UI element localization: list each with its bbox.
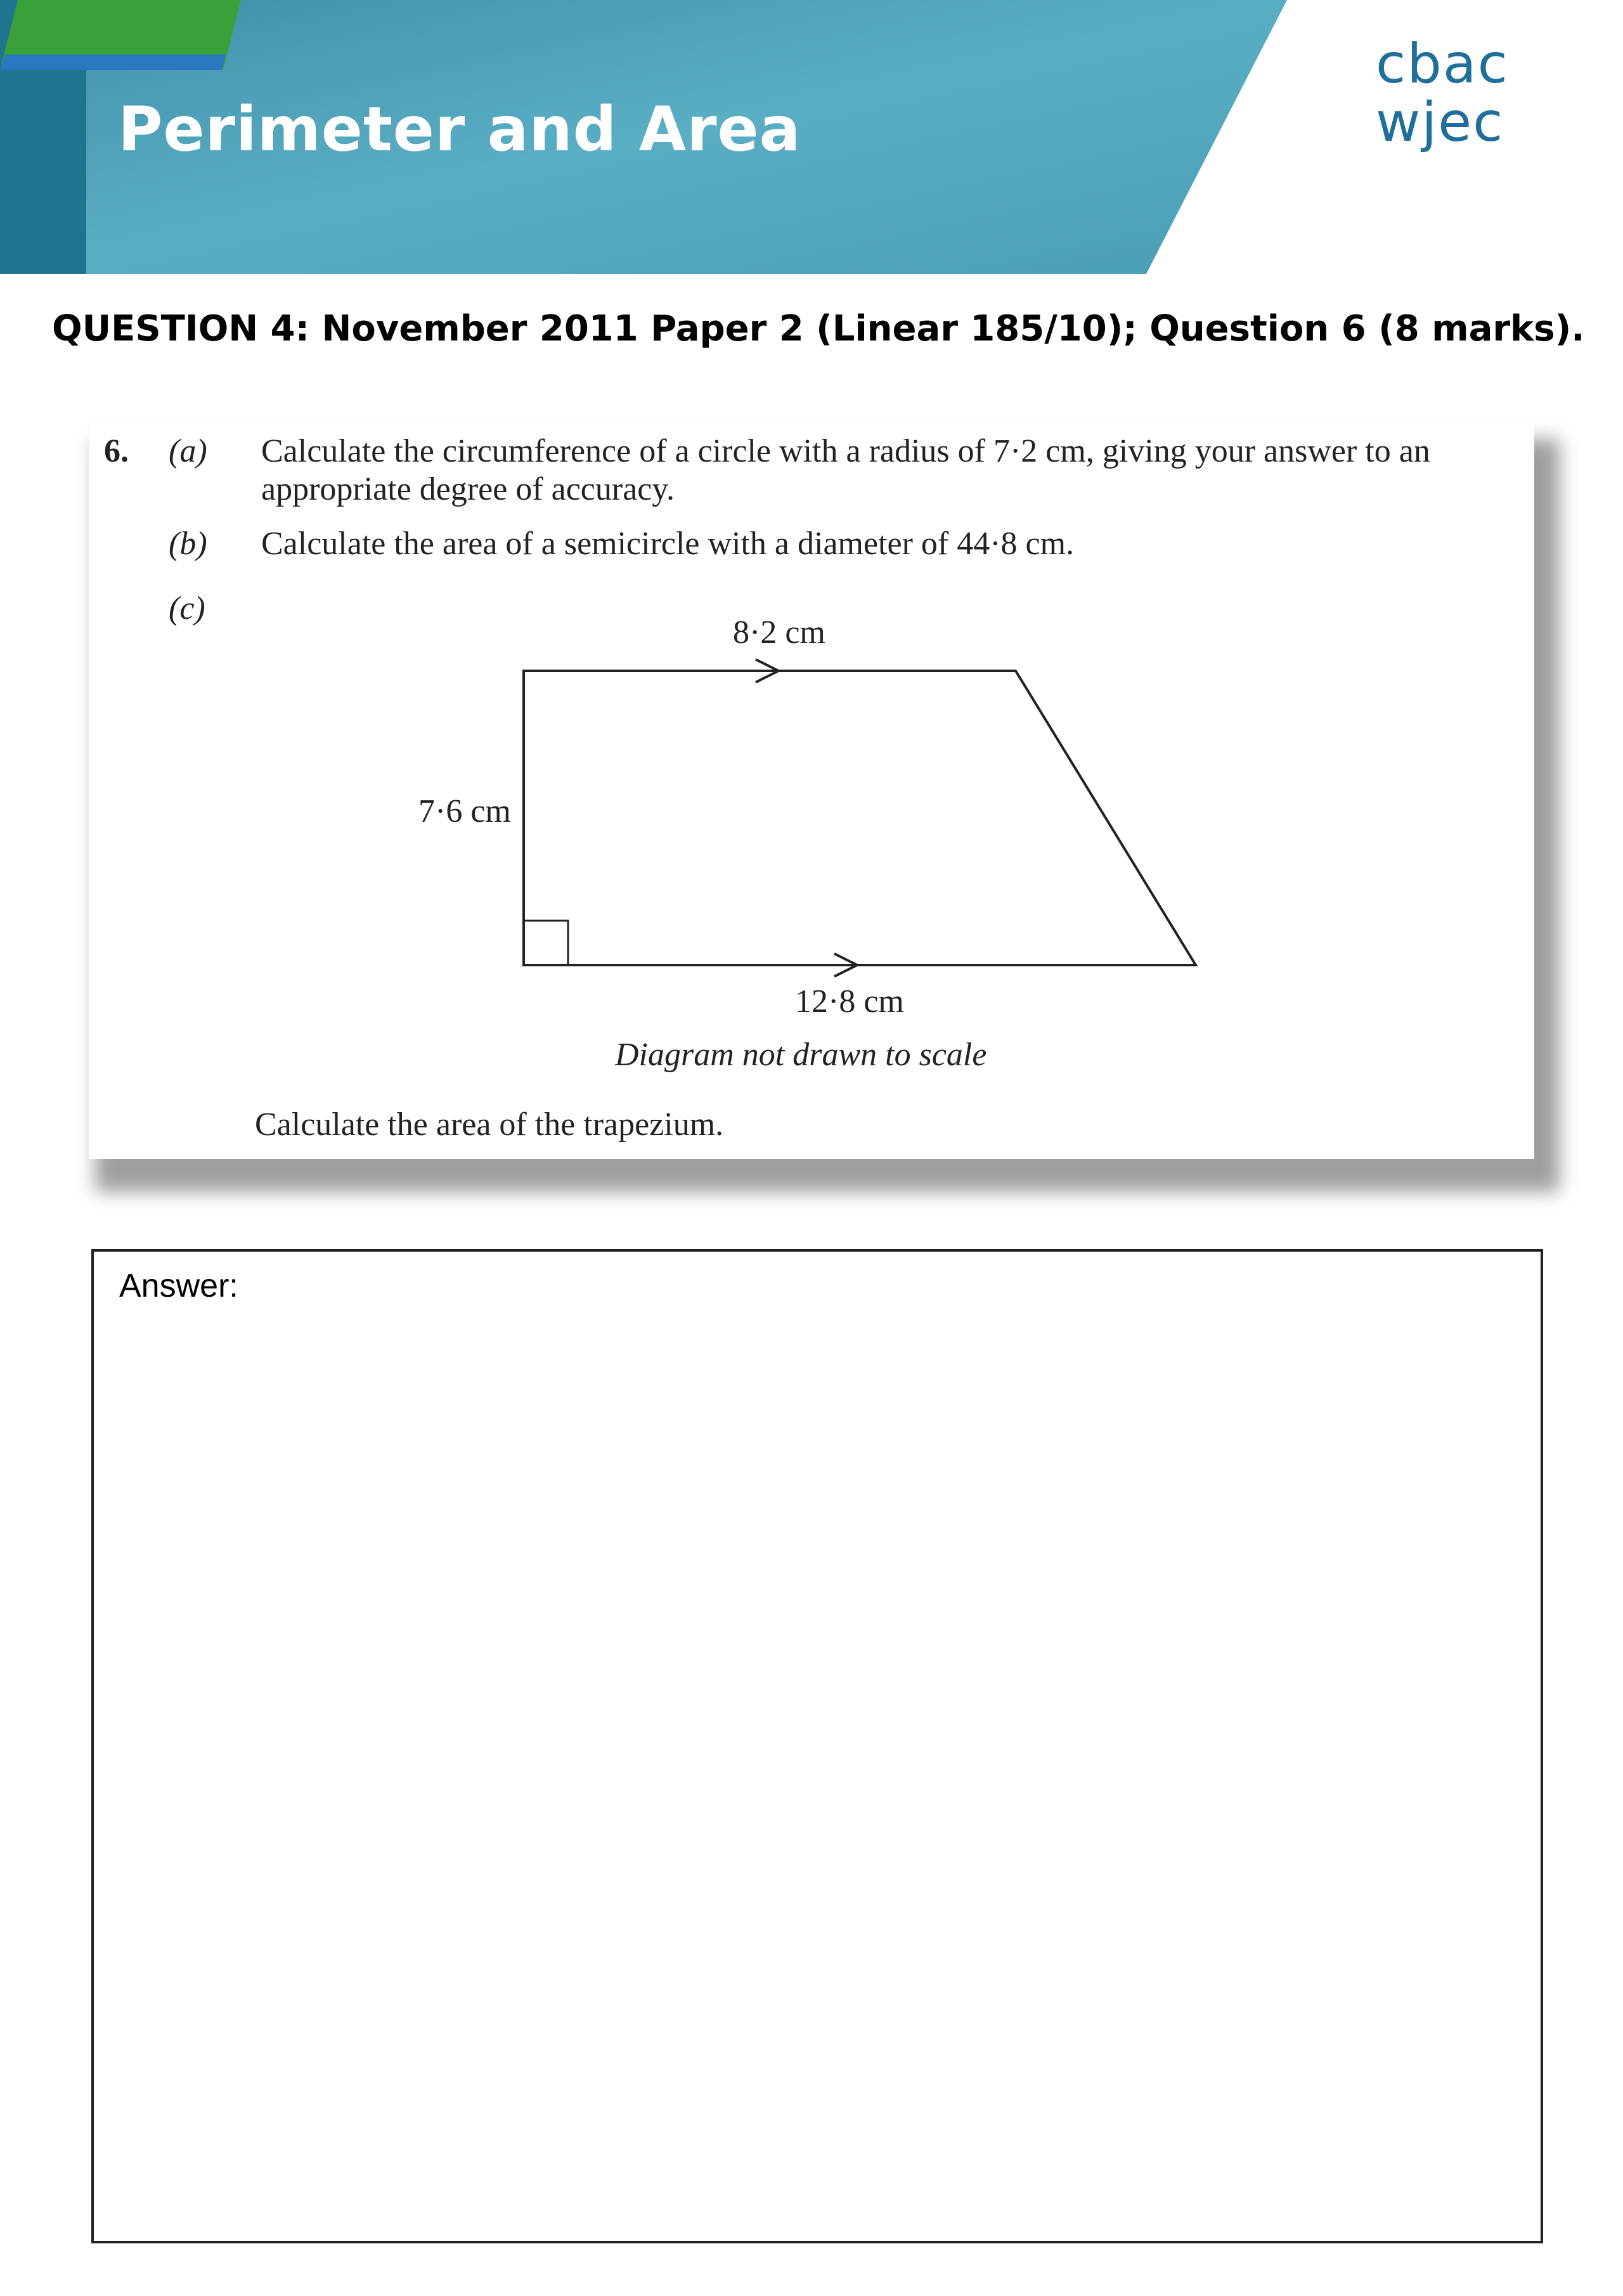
answer-label: Answer: — [119, 1268, 238, 1304]
diagram-caption: Diagram not drawn to scale — [615, 1037, 987, 1073]
part-b-label: (b) — [169, 526, 207, 562]
left-side-label: 7·6 cm — [418, 793, 511, 829]
logo-wjec: wjec — [1376, 91, 1504, 154]
part-c-instruction: Calculate the area of the trapezium. — [255, 1106, 724, 1143]
question-heading: QUESTION 4: November 2011 Paper 2 (Linear 185/10); Question 6 (8 marks). — [52, 308, 1585, 349]
part-a-text-line2: appropriate degree of accuracy. — [261, 471, 675, 507]
page-title: Perimeter and Area — [118, 94, 801, 165]
right-angle-marker — [524, 921, 568, 965]
question-number: 6. — [104, 433, 129, 469]
top-side-label: 8·2 cm — [733, 614, 825, 651]
trapezium-shape — [524, 671, 1196, 965]
part-c-label: (c) — [169, 590, 205, 626]
logo-cbac: cbac — [1376, 32, 1509, 96]
answer-box[interactable] — [91, 1249, 1543, 2243]
cynnal-logo-background — [0, 0, 241, 70]
part-a-text-line1: Calculate the circumference of a circle with a radius of 7·2 cm, giving your answer to an — [261, 433, 1430, 469]
header-banner — [0, 0, 1623, 274]
part-a-label: (a) — [169, 433, 207, 469]
part-b-text: Calculate the area of a semicircle with a diameter of 44·8 cm. — [261, 526, 1075, 562]
bottom-side-label: 12·8 cm — [795, 983, 904, 1020]
logo-cynnal: cynnal — [1363, 171, 1519, 236]
exam-question-panel — [89, 424, 1534, 1159]
